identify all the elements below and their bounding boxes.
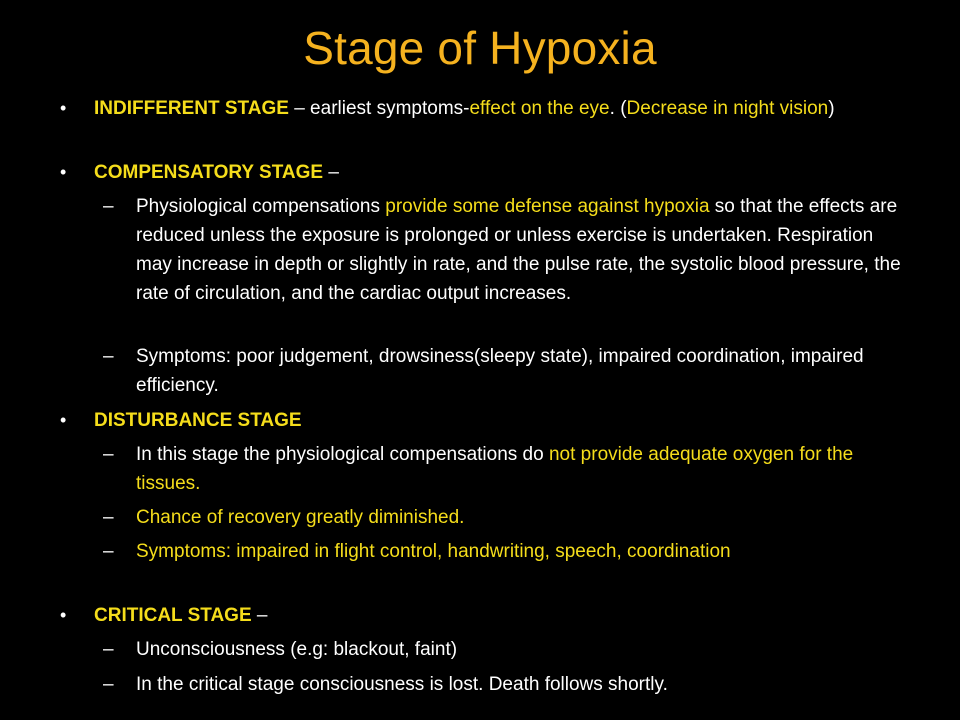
disturbance-sub-compensations	[103, 440, 906, 498]
critical-heading: CRITICAL STAGE	[94, 605, 252, 626]
compensatory-sub-symptoms	[103, 342, 906, 400]
slide-title: Stage of Hypoxia	[303, 22, 657, 74]
bullet-marker: •	[60, 410, 67, 430]
disturbance-sub-recovery	[103, 503, 906, 532]
dash-marker: –	[103, 639, 114, 660]
disturbance-sub2-text: Chance of recovery greatly diminished.	[136, 507, 465, 528]
compensatory-separator: –	[323, 162, 339, 183]
indifferent-highlight-night-vision: Decrease in night vision	[626, 98, 829, 119]
critical-sub-consciousness-lost	[103, 670, 906, 699]
critical-sub2-text: In the critical stage consciousness is lost. Death follows shortly.	[136, 674, 668, 695]
compensatory-sub-physiological	[103, 192, 906, 308]
disturbance-sub-symptoms	[103, 537, 906, 566]
indifferent-highlight-eye: effect on the eye	[469, 98, 610, 119]
disturbance-sub3-text: Symptoms: impaired in flight control, handwriting, speech, coordination	[136, 541, 731, 562]
bullet-marker: •	[60, 98, 67, 118]
indifferent-mid: . (	[609, 98, 627, 119]
dash-marker: –	[103, 346, 114, 367]
bullet-compensatory-stage	[60, 158, 884, 187]
dash-marker: –	[103, 541, 114, 562]
dash-marker: –	[103, 196, 114, 217]
compensatory-sub2-text: Symptoms: poor judgement, drowsiness(sleepy state), impaired coordination, impaired efficiency.	[136, 346, 864, 396]
bullet-indifferent-stage	[60, 94, 884, 123]
indifferent-end: )	[828, 98, 835, 119]
bullet-critical-stage	[60, 601, 884, 630]
dash-marker: –	[103, 674, 114, 695]
compensatory-sub1-pre: Physiological compensations	[136, 196, 386, 217]
compensatory-sub1-highlight: provide some defense against hypoxia	[385, 196, 710, 217]
bullet-disturbance-stage	[60, 406, 884, 435]
critical-separator: –	[251, 605, 268, 626]
critical-sub1-text: Unconsciousness (e.g: blackout, faint)	[136, 639, 458, 660]
indifferent-heading: INDIFFERENT STAGE	[94, 98, 289, 119]
bullet-marker: •	[60, 605, 67, 625]
dash-marker: –	[103, 444, 114, 465]
critical-sub-unconsciousness	[103, 635, 906, 664]
compensatory-heading: COMPENSATORY STAGE	[94, 162, 324, 183]
indifferent-separator: – earliest symptoms-	[288, 98, 470, 119]
disturbance-sub1-highlight: not provide adequate oxygen for the tissues.	[136, 444, 854, 494]
disturbance-heading: DISTURBANCE STAGE	[94, 410, 302, 431]
dash-marker: –	[103, 507, 114, 528]
compensatory-sub1-post: so that the effects are reduced unless the exposure is prolonged or unless exercise is undertaken. Respiration may increase in depth or slightly in rate, and the pulse rate, the systolic blood pressure, the rate of circulation, and the cardiac output increases.	[136, 196, 901, 304]
disturbance-sub1-pre: In this stage the physiological compensations do	[136, 444, 549, 465]
bullet-marker: •	[60, 162, 67, 182]
